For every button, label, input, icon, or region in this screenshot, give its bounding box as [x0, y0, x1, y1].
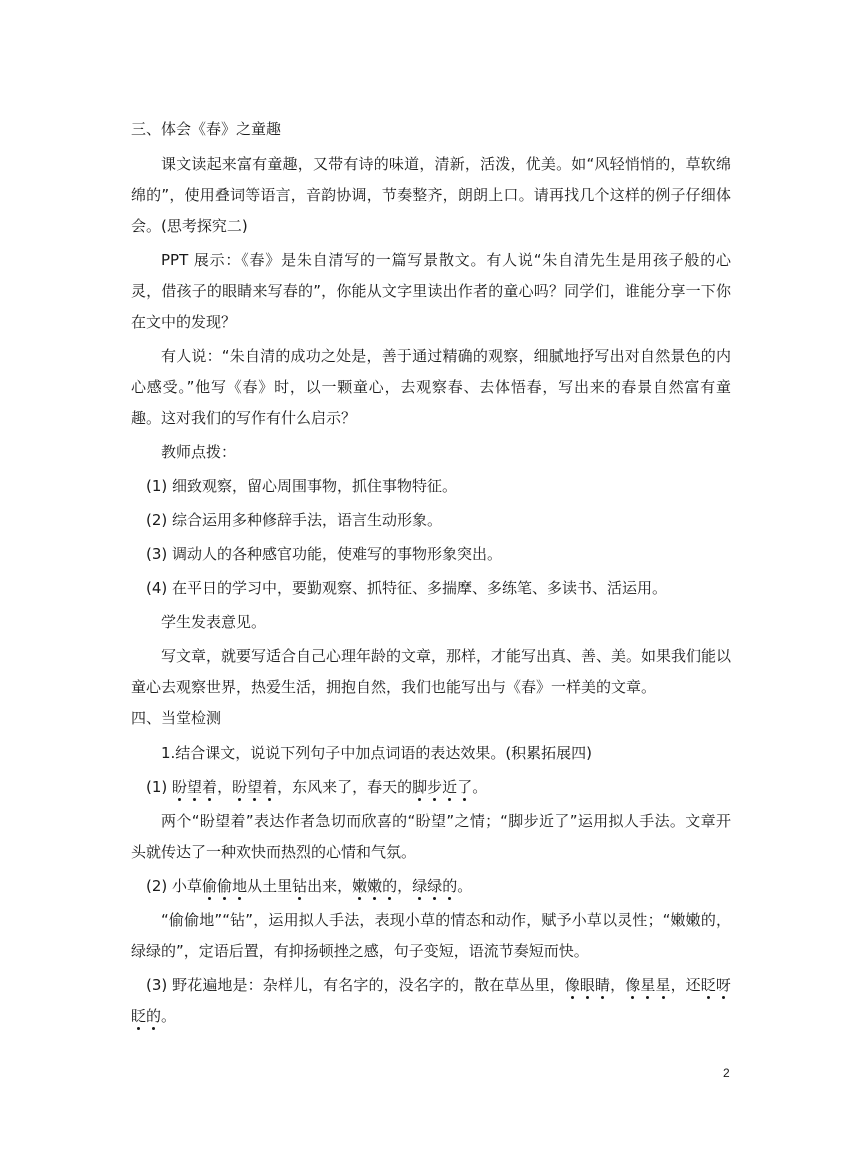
emphasized-words: 绿绿的: [412, 877, 458, 895]
emphasized-words: 钻: [292, 877, 308, 895]
sentence-text: ，: [217, 778, 233, 796]
sentence-text: 出来，: [307, 877, 353, 895]
answer-2: “偷偷地”“钻”，运用拟人手法，表现小草的情态和动作，赋予小草以灵性；“嫩嫩的，绿绿的”，定语后置，有抑扬顿挫之感，句子变短，语流节奏短而快。: [131, 911, 731, 960]
sentence-text: 。: [457, 877, 473, 895]
sentence-1: [131, 772, 731, 803]
emphasized-words: 像星星: [625, 976, 671, 994]
paragraph-3: 有人说：“朱自清的成功之处是，善于通过精确的观察，细腻地抒写出对自然景色的内心感受。”他写《春》时，以一颗童心，去观察春、去体悟春，写出来的春景自然富有童趣。这对我们的写作有什么启示？: [131, 347, 731, 427]
teacher-hint-label: 教师点拨：: [161, 443, 237, 461]
paragraph-1: 课文读起来富有童趣，又带有诗的味道，清新，活泼，优美。如“风轻悄悄的，草软绵绵的”，使用叠词等语言，音韵协调，节奏整齐，朗朗上口。请再找几个这样的例子仔细体会。(思考探究二): [131, 155, 731, 235]
sentence-3: [131, 970, 731, 1032]
emphasized-words: 眨呀眨的: [131, 976, 731, 1025]
sentence-text: (3) 野花遍地是：杂样儿，有名字的，没名字的，散在草丛里，: [146, 976, 565, 994]
hint-item-3: (3) 调动人的各种感官功能，使难写的事物形象突出。: [146, 545, 503, 563]
sentence-text: 。: [161, 1007, 177, 1025]
sentence-text: 从土里: [247, 877, 293, 895]
emphasized-words: 嫩嫩的: [352, 877, 398, 895]
sentence-2: [131, 871, 731, 902]
sentence-text: 。: [472, 778, 488, 796]
answer-1: 两个“盼望着”表达作者急切而欣喜的“盼望”之情；“脚步近了”运用拟人手法。文章开头就传达了一种欢快而热烈的心情和气氛。: [131, 812, 731, 861]
paragraph-4: 写文章，就要写适合自己心理年龄的文章，那样，才能写出真、善、美。如果我们能以童心去观察世界，热爱生活，拥抱自然，我们也能写出与《春》一样美的文章。: [131, 647, 732, 696]
emphasized-words: 像眼睛: [564, 976, 611, 994]
sentence-text: (1): [146, 778, 173, 796]
hint-item-2: (2) 综合运用多种修辞手法，语言生动形象。: [146, 511, 443, 529]
emphasized-words: 盼望着: [232, 778, 278, 796]
section-heading-3: 三、体会《春》之童趣: [131, 120, 282, 138]
hint-item-1: (1) 细致观察，留心周围事物，抓住事物特征。: [146, 477, 458, 495]
emphasized-words: 偷偷地: [202, 877, 248, 895]
sentence-text: ，: [610, 976, 626, 994]
paragraph-ppt: PPT 展示：《春》是朱自清写的一篇写景散文。有人说“朱自清先生是用孩子般的心灵，借孩子的眼睛来写春的”，你能从文字里读出作者的童心吗？同学们，谁能分享一下你在文中的发现？: [131, 251, 731, 331]
students-opinion: 学生发表意见。: [161, 613, 267, 631]
sentence-text: ，东风来了，春天的: [277, 778, 413, 796]
document-body: [131, 114, 731, 1032]
sentence-text: ，还: [670, 976, 701, 994]
section-heading-4: 四、当堂检测: [131, 709, 222, 727]
sentence-text: ，: [397, 877, 413, 895]
emphasized-words: 脚步近了: [412, 778, 473, 796]
emphasized-words: 盼望着: [172, 778, 218, 796]
question-1: 1.结合课文，说说下列句子中加点词语的表达效果。(积累拓展四): [161, 744, 593, 762]
sentence-text: (2) 小草: [146, 877, 203, 895]
hint-item-4: (4) 在平日的学习中，要勤观察、抓特征、多揣摩、多练笔、多读书、活运用。: [146, 579, 668, 597]
page-number: 2: [723, 1066, 730, 1080]
